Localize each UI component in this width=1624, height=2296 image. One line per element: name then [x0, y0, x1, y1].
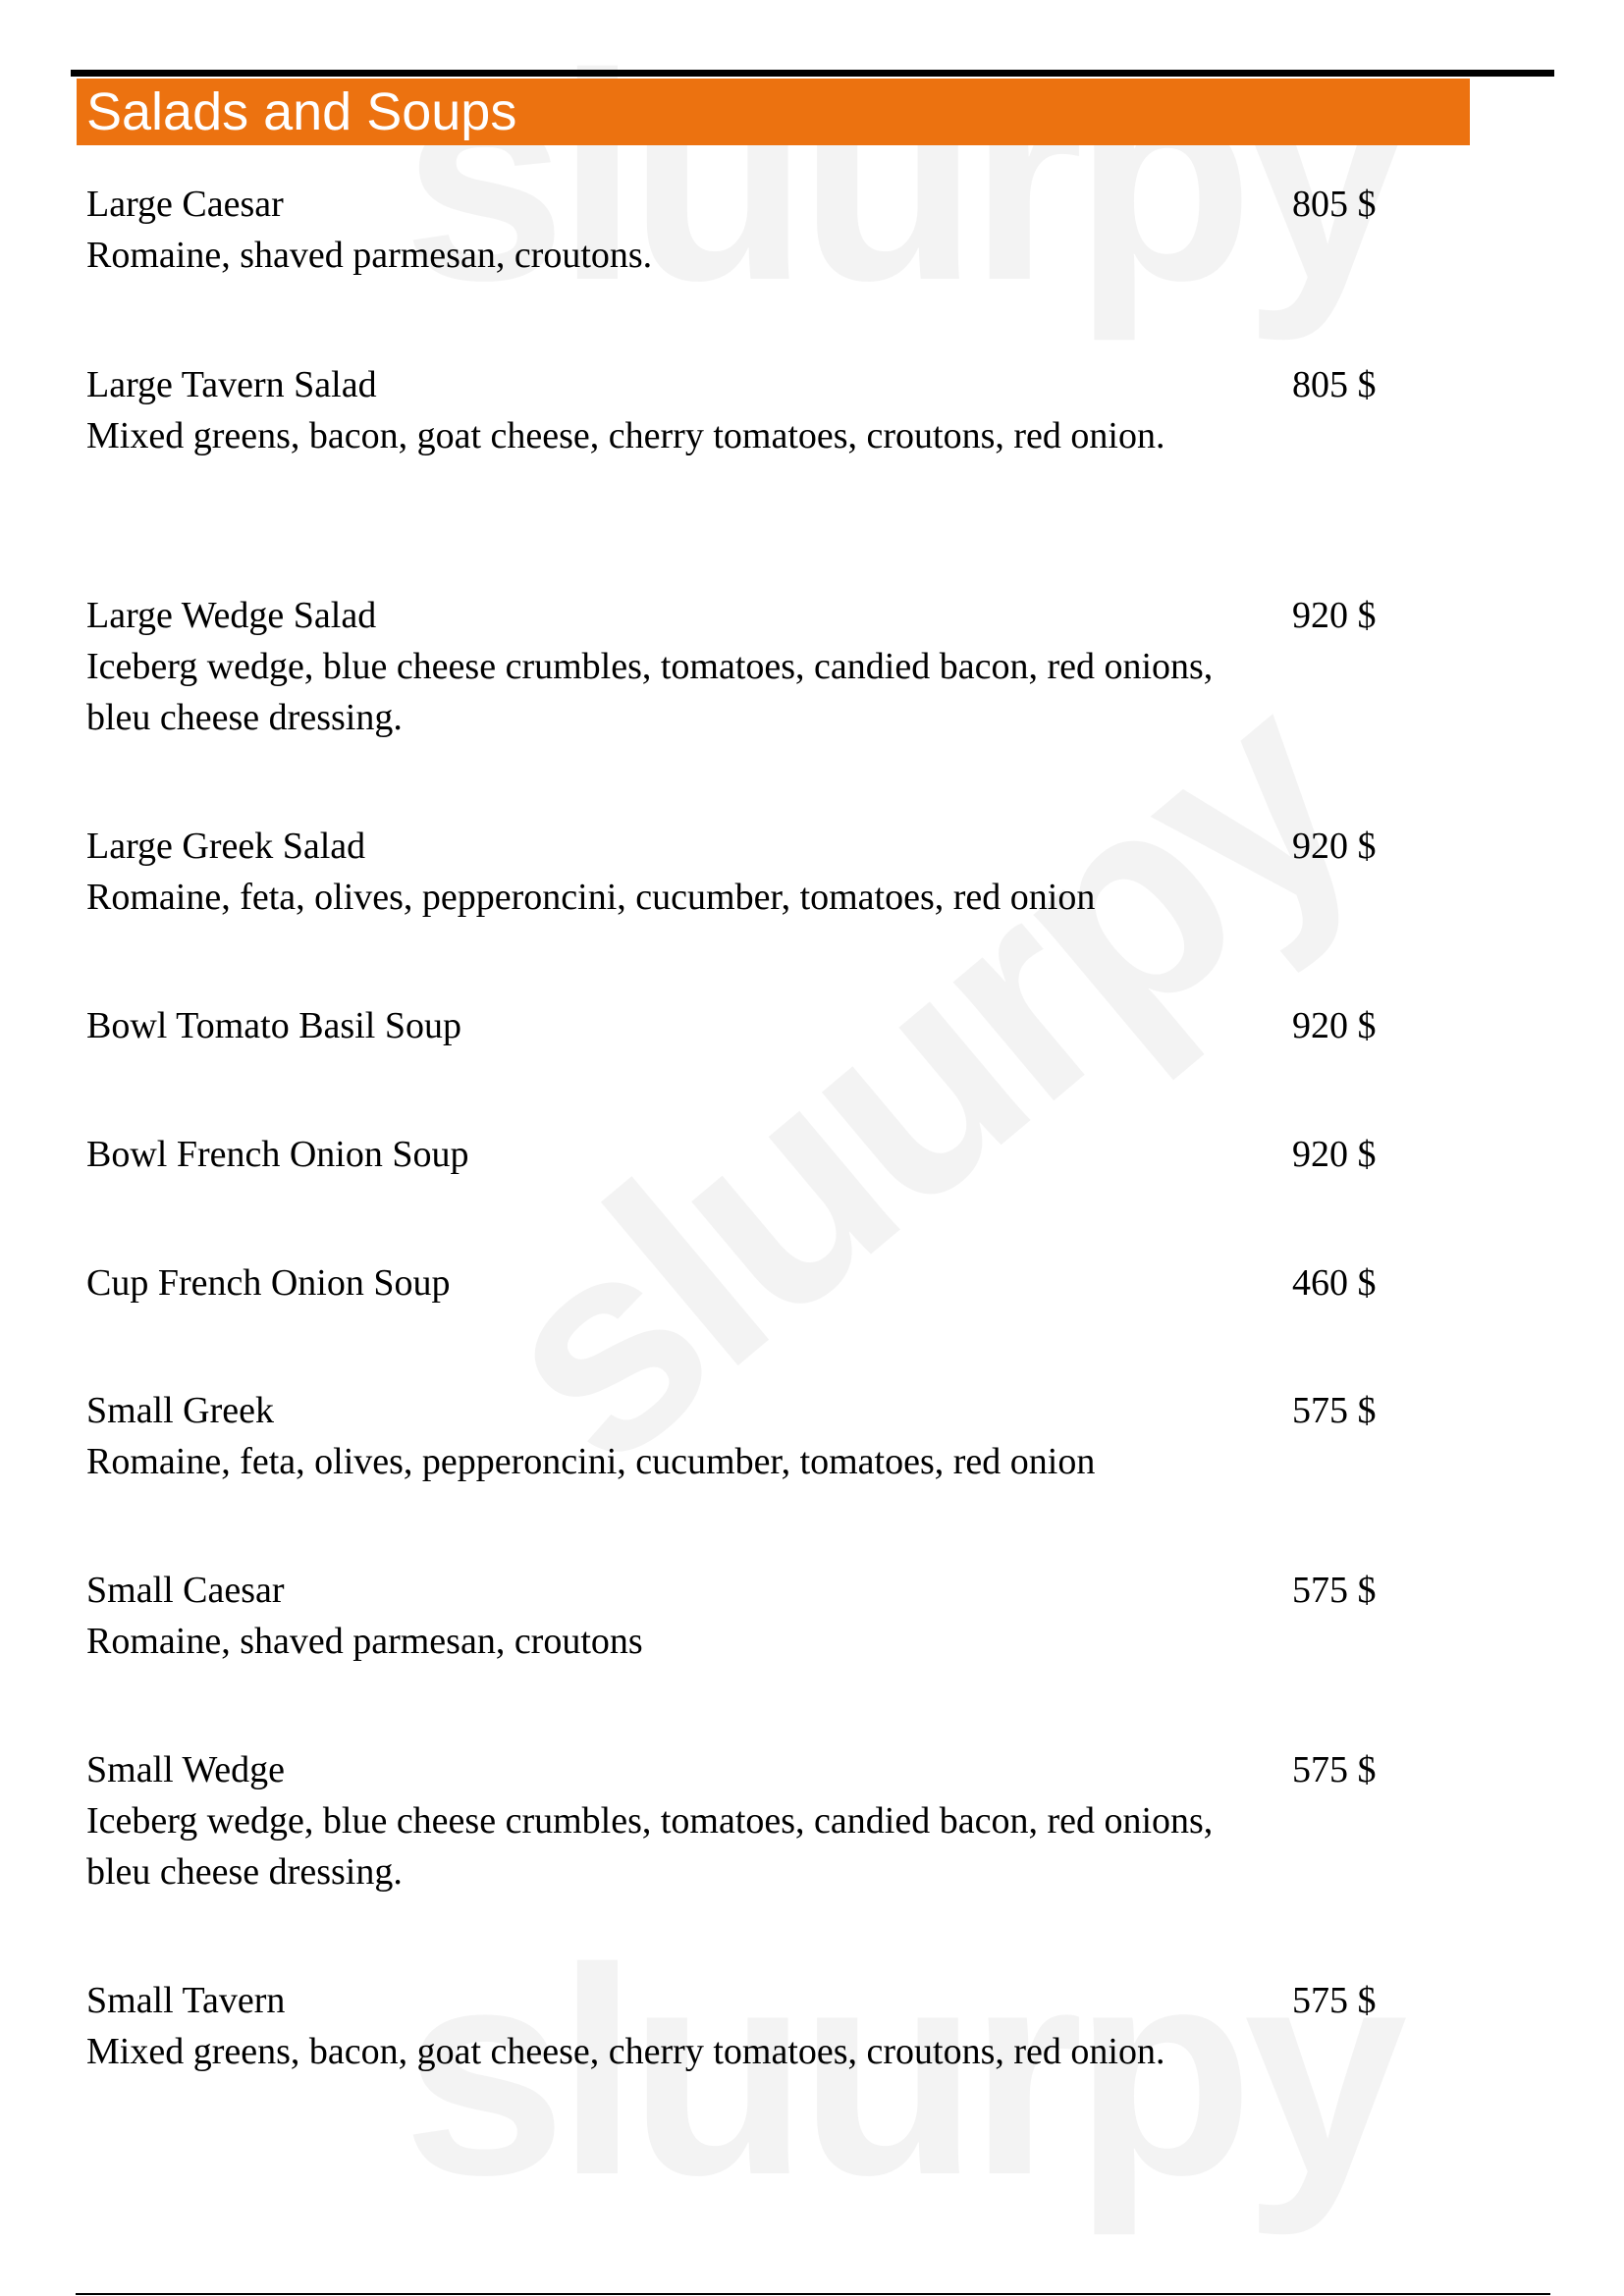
section-title: Salads and Soups — [86, 82, 517, 141]
menu-item — [86, 1257, 1402, 1308]
top-divider — [71, 70, 1554, 77]
item-description: Romaine, shaved parmesan, croutons. — [86, 235, 653, 276]
item-description: Iceberg wedge, blue cheese crumbles, tomatoes, candied bacon, red onions, bleu cheese dressing. — [86, 1800, 1214, 1893]
item-name: Small Caesar — [86, 1570, 285, 1611]
item-price: 805 $ — [1292, 184, 1377, 225]
menu-item — [86, 1565, 1402, 1667]
item-price: 920 $ — [1292, 826, 1377, 867]
item-name: Large Caesar — [86, 184, 284, 225]
item-price: 575 $ — [1292, 1980, 1377, 2021]
item-description: Mixed greens, bacon, goat cheese, cherry tomatoes, croutons, red onion. — [86, 2031, 1165, 2072]
menu-item — [86, 1975, 1402, 2077]
item-name: Large Tavern Salad — [86, 364, 377, 405]
item-name: Cup French Onion Soup — [86, 1262, 451, 1304]
item-price: 805 $ — [1292, 364, 1377, 405]
item-price: 575 $ — [1292, 1749, 1377, 1790]
menu-item — [86, 590, 1402, 743]
item-description: Romaine, feta, olives, pepperoncini, cucumber, tomatoes, red onion — [86, 1441, 1096, 1482]
menu-item — [86, 1129, 1402, 1180]
item-description: Romaine, feta, olives, pepperoncini, cucumber, tomatoes, red onion — [86, 877, 1096, 918]
bottom-divider — [76, 2293, 1550, 2295]
item-description: Iceberg wedge, blue cheese crumbles, tomatoes, candied bacon, red onions, bleu cheese dressing. — [86, 646, 1214, 738]
item-price: 920 $ — [1292, 1005, 1377, 1046]
item-name: Small Wedge — [86, 1749, 286, 1790]
item-description: Romaine, shaved parmesan, croutons — [86, 1621, 643, 1662]
menu-item — [86, 1385, 1402, 1487]
menu-item — [86, 821, 1402, 923]
item-price: 920 $ — [1292, 1134, 1377, 1175]
menu-item — [86, 1744, 1402, 1897]
item-name: Bowl French Onion Soup — [86, 1134, 469, 1175]
item-name: Large Wedge Salad — [86, 595, 377, 636]
section-header — [77, 79, 1470, 145]
item-name: Bowl Tomato Basil Soup — [86, 1005, 461, 1046]
menu-item — [86, 359, 1402, 461]
menu-item — [86, 1000, 1402, 1051]
item-price: 920 $ — [1292, 595, 1377, 636]
item-price: 460 $ — [1292, 1262, 1377, 1304]
menu-item — [86, 179, 1402, 281]
item-name: Large Greek Salad — [86, 826, 366, 867]
item-name: Small Tavern — [86, 1980, 286, 2021]
sluurpy-logo-watermark — [444, 647, 1395, 1512]
item-description: Mixed greens, bacon, goat cheese, cherry tomatoes, croutons, red onion. — [86, 415, 1165, 456]
item-price: 575 $ — [1292, 1570, 1377, 1611]
item-price: 575 $ — [1292, 1390, 1377, 1431]
item-name: Small Greek — [86, 1390, 275, 1431]
